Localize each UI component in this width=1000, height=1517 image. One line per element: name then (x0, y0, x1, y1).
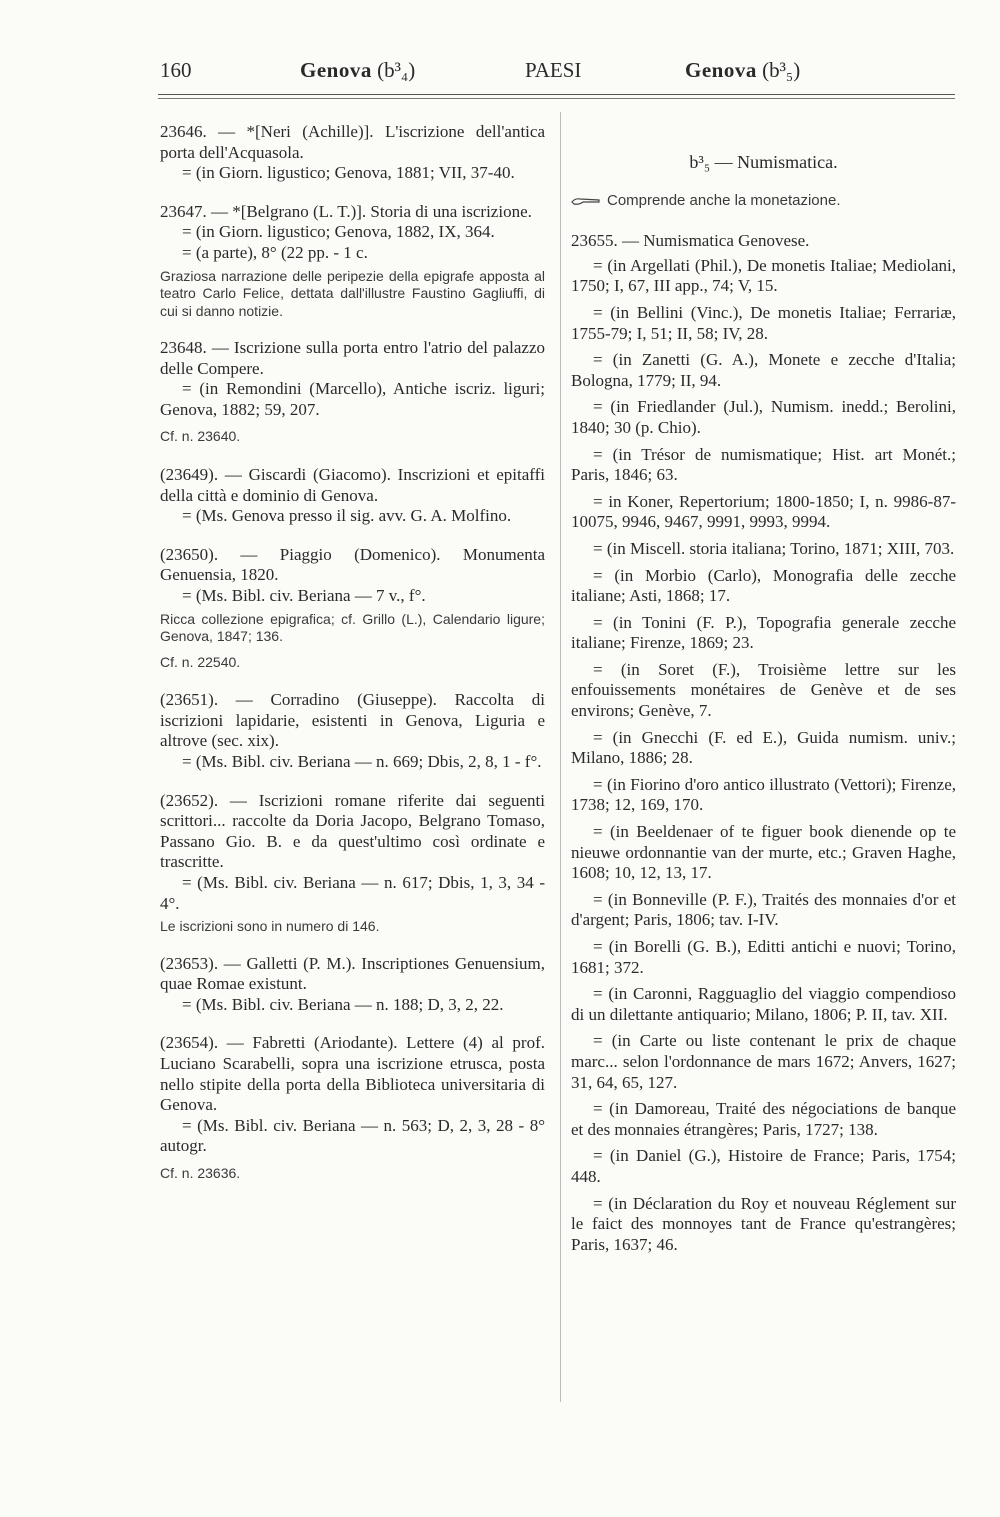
reference-list (571, 256, 956, 1256)
reference-item: = (in Borelli (G. B.), Editti antichi e nuovi; Torino, 1681; 372. (571, 937, 956, 977)
entry-23653 (160, 954, 545, 1016)
reference-item: = in Koner, Repertorium; 1800-1850; I, n. 9986-87-10075, 9946, 9467, 9991, 9993, 9994. (571, 491, 956, 532)
entry-23648 (160, 338, 545, 447)
entry-heading: (23651). — Corradino (Giuseppe). Raccolta di iscrizioni lapidarie, esistenti in Genova, Liguria e altrove (sec. xix). (160, 690, 545, 751)
entry-23650 (160, 545, 545, 672)
entry-reference: = (Ms. Bibl. civ. Beriana — n. 563; D, 2, 3, 28 - 8° autogr. (160, 1115, 545, 1156)
entry-heading: (23650). — Piaggio (Domenico). Monumenta Genuensia, 1820. (160, 544, 545, 585)
entry-reference: = (Ms. Genova presso il sig. avv. G. A. Molfino. (182, 506, 512, 526)
entry-heading: 23648. — Iscrizione sulla porta entro l'atrio del palazzo delle Compere. (160, 338, 545, 378)
entry-heading: (23649). — Giscardi (Giacomo). Inscrizioni et epitaffi della città e dominio di Genova. (160, 465, 545, 505)
entry-23647 (160, 202, 545, 320)
entry-heading: 23647. — *[Belgrano (L. T.)]. Storia di una iscrizione. (160, 201, 532, 221)
left-header-title: Genova (b³₄) (300, 58, 416, 82)
section-note-text: Comprende anche la monetazione. (607, 191, 841, 209)
entry-reference: = (Ms. Bibl. civ. Beriana — n. 188; D, 3, 2, 22. (182, 994, 504, 1014)
entry-23649 (160, 465, 545, 527)
entry-reference: = (Ms. Bibl. civ. Beriana — n. 669; Dbis, 2, 8, 1 - f°. (182, 751, 542, 771)
entry-23654 (160, 1033, 545, 1183)
right-column (571, 122, 956, 1261)
header-center-title: PAESI (525, 58, 582, 82)
reference-item: = (in Beeldenaer of te figuer book dienende op te nieuwe ordonnantie van der murte, etc.; Graven Haghe, 1608; 10, 12, 13, 17. (571, 822, 956, 883)
cross-reference: Cf. n. 22540. (160, 653, 241, 670)
cross-reference: Cf. n. 23636. (160, 1164, 241, 1181)
entry-reference: = (in Giorn. ligustico; Genova, 1882, IX, 364. (182, 222, 495, 242)
reference-item: = (in Morbio (Carlo), Monografia delle zecche italiane; Asti, 1868; 17. (571, 565, 956, 606)
reference-item: = (in Trésor de numismatique; Hist. art Monét.; Paris, 1846; 63. (571, 444, 956, 485)
entry-reference: = (Ms. Bibl. civ. Beriana — 7 v., f°. (182, 586, 426, 605)
right-header-title: Genova (b³₅) (685, 58, 801, 82)
reference-item: = (in Daniel (G.), Histoire de France; Paris, 1754; 448. (571, 1146, 956, 1186)
reference-item: = (in Friedlander (Jul.), Numism. inedd.; Berolini, 1840; 30 (p. Chio). (571, 397, 956, 437)
reference-item: = (in Bonneville (P. F.), Traités des monnaies d'or et d'argent; Paris, 1806; tav. I-IV. (571, 889, 956, 930)
entry-23651 (160, 690, 545, 772)
reference-item: = (in Tonini (F. P.), Topografia generale zecche italiane; Firenze, 1869; 23. (571, 612, 956, 653)
entry-reference: = (in Giorn. ligustico; Genova, 1881; VII, 37-40. (182, 163, 515, 183)
reference-item: = (in Déclaration du Roy et nouveau Réglement sur le faict des monnoyes tant de France qu'estrangères; Paris, 1637; 46. (571, 1193, 956, 1254)
cross-reference: Cf. n. 23640. (160, 428, 241, 445)
entry-heading: (23654). — Fabretti (Ariodante). Lettere (4) al prof. Luciano Scarabelli, sopra una iscrizione etrusca, posta nello stipite della porta della Biblioteca universitaria di Genova. (160, 1033, 545, 1115)
reference-item: = (in Miscell. storia italiana; Torino, 1871; XIII, 703. (593, 538, 955, 558)
section-note (571, 191, 956, 212)
entry-note: Le iscrizioni sono in numero di 146. (160, 918, 380, 935)
pointing-hand-icon (571, 196, 601, 206)
entry-reference: = (a parte), 8° (22 pp. - 1 c. (182, 242, 368, 262)
entry-reference: = (in Remondini (Marcello), Antiche iscriz. liguri; Genova, 1882; 59, 207. (160, 379, 545, 419)
page-number: 160 (160, 58, 192, 82)
entry-heading-23655: 23655. — Numismatica Genovese. (571, 231, 810, 251)
header-rule-thin (158, 98, 955, 99)
entry-23652 (160, 791, 545, 936)
reference-item: = (in Carte ou liste contenant le prix de chaque marc... selon l'ordonnance de mars 1672; Anvers, 1627; 31, 64, 65, 127. (571, 1031, 956, 1092)
reference-item: = (in Damoreau, Traité des négociations de banque et des monnaies étrangères; Paris, 1727; 138. (571, 1099, 956, 1139)
header-rule (158, 94, 955, 95)
entry-reference: = (Ms. Bibl. civ. Beriana — n. 617; Dbis, 1, 3, 34 - 4°. (160, 872, 545, 913)
reference-item: = (in Fiorino d'oro antico illustrato (Vettori); Firenze, 1738; 12, 169, 170. (571, 774, 956, 815)
entry-note: Ricca collezione epigrafica; cf. Grillo (L.), Calendario ligure; Genova, 1847; 136. (160, 610, 545, 645)
reference-item: = (in Gnecchi (F. ed E.), Guida numism. univ.; Milano, 1886; 28. (571, 727, 956, 768)
reference-item: = (in Soret (F.), Troisième lettre sur les enfouissements monétaires de Genève et de ses environs; Genève, 7. (571, 659, 956, 721)
entry-heading: 23646. — *[Neri (Achille)]. L'iscrizione dell'antica porta dell'Acquasola. (160, 122, 545, 162)
reference-item: = (in Argellati (Phil.), De monetis Italiae; Mediolani, 1750; I, 67, III app., 74; V, 15. (571, 255, 956, 296)
entry-heading: (23652). — Iscrizioni romane riferite dai seguenti scrittori... raccolte da Doria Jacopo, Belgrano Tomaso, Passano Gio. B. e da quest'ultimo così ordinate e trascritte. (160, 790, 545, 872)
entry-note: Graziosa narrazione delle peripezie della epigrafe apposta al teatro Carlo Felice, dettata dall'illustre Faustino Gagliuffi, di cui si danno notizie. (160, 267, 545, 319)
reference-item: = (in Zanetti (G. A.), Monete e zecche d'Italia; Bologna, 1779; II, 94. (571, 350, 956, 390)
reference-item: = (in Bellini (Vinc.), De monetis Italiae; Ferrariæ, 1755-79; I, 51; II, 58; IV, 28. (571, 302, 956, 343)
running-header (160, 58, 955, 92)
entry-23646 (160, 122, 545, 184)
left-column (160, 122, 545, 1202)
reference-item: = (in Caronni, Ragguaglio del viaggio compendioso di un dilettante antiquario; Milano, 1806; P. II, tav. XII. (571, 984, 956, 1024)
column-separator (560, 112, 561, 1402)
entry-heading: (23653). — Galletti (P. M.). Inscriptiones Genuensium, quae Romae existunt. (160, 953, 545, 994)
section-title: b³₅ — Numismatica. (689, 152, 838, 172)
